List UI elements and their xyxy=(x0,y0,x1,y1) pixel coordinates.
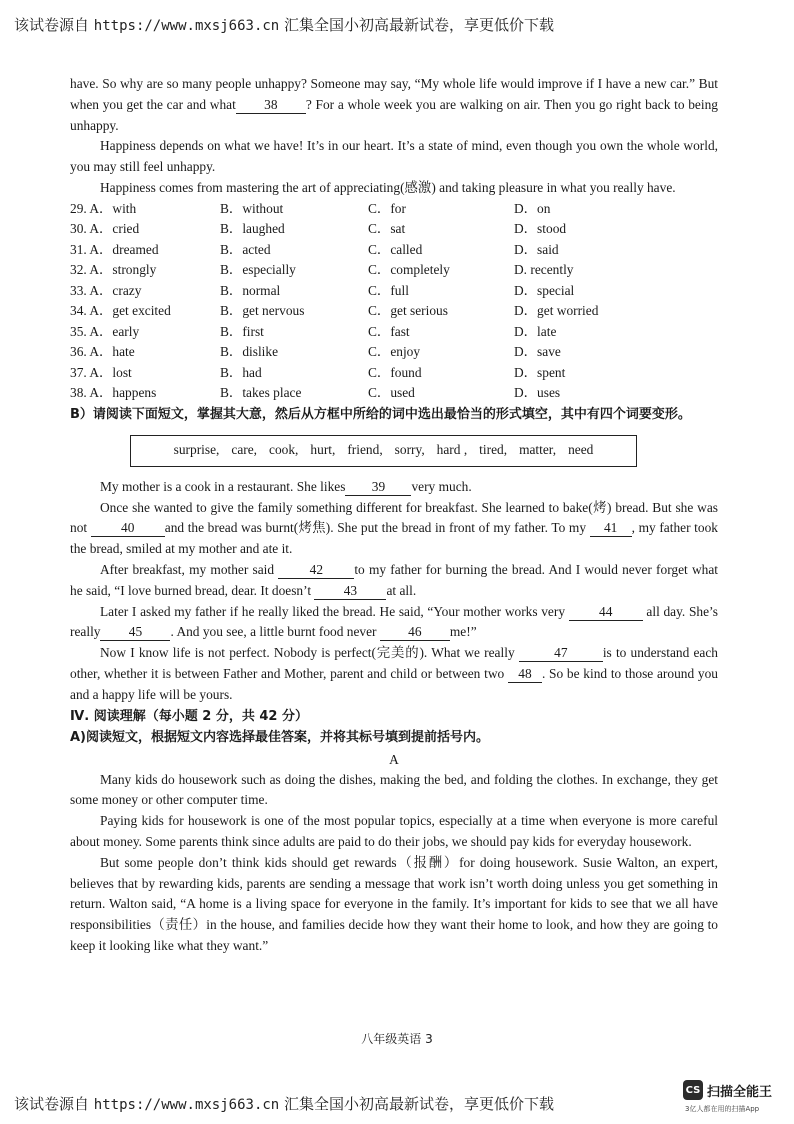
word-bank-item: sorry, xyxy=(394,442,425,458)
blank-42: 42 xyxy=(278,562,354,579)
passage-a-paragraph-1 xyxy=(70,74,718,136)
reading-paragraph-1: Many kids do housework such as doing the dishes, making the bed, and folding the clothes. In exchange, they get some money or other computer time. xyxy=(70,771,718,808)
question-option-b: B．laughed xyxy=(220,221,285,237)
banner-suffix: 汇集全国小初高最新试卷，享更低价下载 xyxy=(284,1095,555,1113)
question-option-d: D．on xyxy=(514,200,551,216)
blank-41: 41 xyxy=(590,520,632,537)
word-bank-item: cook, xyxy=(269,442,299,458)
question-row xyxy=(70,219,718,240)
question-option-c: C．full xyxy=(368,282,409,298)
question-option-a: 29. A．with xyxy=(70,200,137,216)
blank-46: 46 xyxy=(380,624,450,641)
reading-paragraph-2: Paying kids for housework is one of the most popular topics, especially at a time when everyone is more careful about money. Some parents think since adults are paid to do their jobs, we should pay kids for everyday housework. xyxy=(70,813,718,849)
question-option-b: B．takes place xyxy=(220,385,302,401)
text: have. So why are so many people unhappy? Someone may say, “My whole life would improve if I have a new car.” But when you get the car and what xyxy=(70,76,718,112)
question-option-c: C．for xyxy=(368,200,406,216)
question-row xyxy=(70,301,718,322)
section-b-instruction: B）请阅读下面短文，掌握其大意，然后从方框中所给的词中选出最恰当的形式填空，其中有四个词要变形。 xyxy=(70,406,691,422)
passage-b-paragraph-3: After breakfast, my mother said 42 to my father for burning the bread. And I would never forget what he said, “I love burned bread, dear. It doesn’t 43 at all. xyxy=(70,561,719,598)
question-option-b: B．without xyxy=(220,200,284,216)
blank-44: 44 xyxy=(569,604,643,621)
question-row xyxy=(70,383,718,404)
question-option-d: D．spent xyxy=(514,364,566,380)
question-row xyxy=(70,199,718,220)
word-bank-item: friend, xyxy=(347,442,383,458)
question-option-a: 35. A．early xyxy=(70,323,140,339)
scanner-watermark xyxy=(683,1078,787,1118)
question-row xyxy=(70,322,718,343)
passage-b-paragraph-4: Later I asked my father if he really liked the bread. He said, “Your mother works very 44 all day. She’s really 45 . And you see, a little burnt food never 46 me!” xyxy=(70,603,718,640)
question-option-b: B．dislike xyxy=(220,344,279,360)
scanner-name: 扫描全能王 xyxy=(707,1085,773,1100)
question-option-d: D．stood xyxy=(514,221,567,237)
banner-suffix: 汇集全国小初高最新试卷，享更低价下载 xyxy=(284,16,555,34)
question-option-d: D．said xyxy=(514,241,559,257)
question-option-a: 36. A．hate xyxy=(70,344,135,360)
text: ? For a whole week you are walking on air. Then you go right back to being unhappy. xyxy=(70,96,718,133)
question-option-a: 30. A．cried xyxy=(70,221,140,237)
word-bank-item: hard , xyxy=(436,442,468,458)
question-option-a: 37. A．lost xyxy=(70,364,132,380)
question-row xyxy=(70,281,718,302)
word-bank-item: matter, xyxy=(519,442,557,458)
passage-b-paragraph-2: Once she wanted to give the family something different for breakfast. She learned to bake(烤) bread. But she was not 40 and the bread was burnt(烤焦). She put the bread in front of my father. To my 41 , my father took the bread, smiled at my mother and ate it. xyxy=(70,499,718,557)
section-iv-instruction: A)阅读短文，根据短文内容选择最佳答案，并将其标号填到提前括号内。 xyxy=(70,729,490,745)
question-option-a: 31. A．dreamed xyxy=(70,241,159,257)
blank-43: 43 xyxy=(314,583,386,600)
question-option-c: C．found xyxy=(368,364,422,380)
page-label: 八年级英语 3 xyxy=(361,1032,433,1046)
question-option-a: 38. A．happens xyxy=(70,385,157,401)
passage-b-paragraph-5: Now I know life is not perfect. Nobody is perfect(完美的). What we really 47 is to understand each other, whether it is between Father and Mother, parent and child or between two 48 . So be kind to those around you and a happy life will be yours. xyxy=(70,645,718,702)
banner-prefix: 该试卷源自 xyxy=(14,1095,90,1113)
question-option-c: C．get serious xyxy=(368,303,448,319)
source-banner-bottom xyxy=(14,1093,554,1114)
passage-a-paragraph-3: Happiness comes from mastering the art of appreciating(感激) and taking pleasure in what you really have. xyxy=(100,179,676,195)
section-iv-heading: Ⅳ. 阅读理解（每小题 2 分，共 42 分） xyxy=(70,708,308,724)
word-bank-item: surprise, xyxy=(173,442,220,458)
scanner-tagline: 3亿人都在用的扫描App xyxy=(685,1105,760,1113)
blank-48: 48 xyxy=(508,666,542,683)
question-option-c: C．sat xyxy=(368,221,406,237)
question-option-c: C．enjoy xyxy=(368,344,421,360)
question-option-a: 33. A．crazy xyxy=(70,282,142,298)
blank-38: 38 xyxy=(236,97,306,114)
banner-url[interactable]: https://www.mxsj663.cn xyxy=(93,1097,280,1113)
word-bank-item: care, xyxy=(231,442,258,458)
blank-40: 40 xyxy=(91,520,165,537)
source-banner-top xyxy=(14,14,554,35)
question-option-d: D．save xyxy=(514,344,561,360)
question-option-d: D．late xyxy=(514,323,557,339)
question-row xyxy=(70,260,718,281)
word-bank-item: need xyxy=(568,442,594,458)
word-bank-item: hurt, xyxy=(310,442,336,458)
question-option-a: 32. A．strongly xyxy=(70,262,157,278)
question-option-b: B．acted xyxy=(220,241,271,257)
question-option-d: D. recently xyxy=(514,262,574,278)
banner-url[interactable]: https://www.mxsj663.cn xyxy=(93,18,280,34)
question-option-b: B．normal xyxy=(220,282,281,298)
question-option-d: D．uses xyxy=(514,385,561,401)
question-option-c: C．used xyxy=(368,385,415,401)
question-option-c: C．completely xyxy=(368,262,450,278)
word-bank-item: tired, xyxy=(479,442,508,458)
camscanner-logo-icon: CS xyxy=(683,1080,703,1100)
question-option-b: B．especially xyxy=(220,262,296,278)
question-option-a: 34. A．get excited xyxy=(70,303,171,319)
question-row xyxy=(70,240,718,261)
banner-prefix: 该试卷源自 xyxy=(14,16,90,34)
multiple-choice-list xyxy=(70,199,718,404)
question-row xyxy=(70,363,718,384)
question-option-d: D．get worried xyxy=(514,303,599,319)
word-bank-box xyxy=(130,435,637,467)
question-option-c: C．fast xyxy=(368,323,410,339)
blank-45: 45 xyxy=(100,624,170,641)
question-option-b: B．get nervous xyxy=(220,303,305,319)
question-option-c: C．called xyxy=(368,241,423,257)
blank-39: 39 xyxy=(345,479,411,496)
reading-paragraph-3: But some people don’t think kids should get rewards（报酬）for doing housework. Susie Walton, an expert, believes that by rewarding kids, parents are sending a message that work isn’t worth doing unless you get something in return. Walton said, “A home is a living space for everyone in the family. It’s important for kids to see that we all have responsibilities（责任）in the house, and families decide how they want their home to look, and how they are going to keep it looking like what they want.” xyxy=(70,854,718,953)
exam-content xyxy=(70,74,718,957)
passage-a-paragraph-2: Happiness depends on what we have! It’s in our heart. It’s a state of mind, even though you own the whole world, you may still feel unhappy. xyxy=(70,138,718,175)
question-option-d: D．special xyxy=(514,282,575,298)
question-option-b: B．had xyxy=(220,364,262,380)
question-row xyxy=(70,342,718,363)
passage-b-paragraph-1: My mother is a cook in a restaurant. She likes 39 very much. xyxy=(100,478,472,494)
question-option-b: B．first xyxy=(220,323,264,339)
blank-47: 47 xyxy=(519,645,603,662)
passage-letter: A xyxy=(389,751,399,767)
